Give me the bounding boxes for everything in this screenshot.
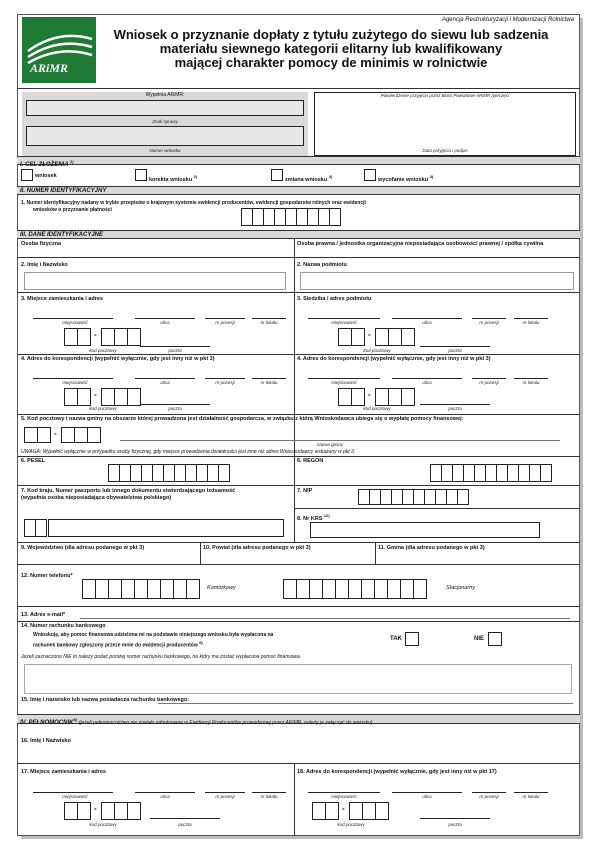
divider — [17, 485, 580, 486]
option-label-3: zmiana wniosku $^{3)}$ — [285, 174, 333, 183]
section-3-head: III. DANE IDENTYFIKACYJNE — [17, 230, 580, 239]
bank-note: Jeżeli zaznaczono NIE to należy podać poniżej numer rachunku bankowego, na który ma zostać wypłacona pomoc finansowa. — [21, 654, 302, 660]
rc-house-line[interactable] — [472, 378, 506, 379]
r-postcode-sub: kod pocztowy — [363, 348, 391, 353]
divider — [17, 606, 580, 607]
f5-dash: - — [54, 429, 57, 438]
field-lines-icon — [22, 17, 96, 67]
nip-cells[interactable] — [358, 489, 468, 505]
p-city-line[interactable] — [33, 792, 113, 793]
c-post-sub: poczta — [168, 406, 182, 411]
p-post-line[interactable] — [150, 818, 220, 819]
c-flat-sub: nr lokalu — [260, 380, 278, 385]
rc-city-line[interactable] — [308, 378, 380, 379]
rc-postcode-cells-b[interactable] — [375, 388, 414, 406]
natural-person-label: Osoba fizyczna — [21, 241, 62, 247]
house-line[interactable] — [205, 318, 245, 319]
postcode-dash: - — [94, 330, 97, 339]
receipt-box — [314, 92, 576, 156]
rc-postcode-dash: - — [368, 390, 371, 399]
regon-label: 6. REGON — [297, 458, 324, 464]
r-postcode-dash: - — [368, 330, 371, 339]
field-4r-label: 4. Adres do korespondencji (wypełnić wyłącznie, gdy jest inny niż w pkt 3) — [297, 356, 491, 362]
divider — [17, 414, 580, 415]
proxy-corr-label: 18. Adres do korespondencji (wypełnić wyłącznie, gdy jest inny niż w pkt 17) — [297, 769, 497, 775]
c-postcode-dash: - — [94, 390, 97, 399]
pc-city-line[interactable] — [308, 792, 380, 793]
field-2r-label: 2. Nazwa podmiotu — [297, 262, 347, 268]
column-divider — [294, 763, 295, 836]
section-1-sup: 1) — [70, 159, 74, 164]
divider — [17, 456, 580, 457]
agency-name: Agencja Restrukturyzacji i Modernizacji Rolnictwa — [441, 17, 574, 23]
c-postcode-cells-a[interactable] — [64, 388, 90, 406]
p-house-sub: nr posesji — [215, 794, 235, 799]
office-fill-label: Wypełnia ARiMR: — [145, 92, 185, 98]
option-label-1: wniosek — [35, 173, 57, 179]
pc-street-sub: ulica — [422, 794, 432, 799]
section-1-head — [17, 156, 580, 168]
section-4-head: IV. PEŁNOMOCNIK$^{6)}$ (jeżeli pełnomocnictwo nie zostało odnotowane w Ewidencji Producentów prowadzonej przez ARiMR, należy je załączyć do wniosku) — [17, 714, 580, 724]
r-post-sub: poczta — [448, 348, 462, 353]
email-line[interactable] — [80, 618, 570, 619]
city-sub: miejscowość — [62, 320, 88, 325]
nip-label: 7. NIP — [297, 488, 313, 494]
rc-postcode-cells-a[interactable] — [338, 388, 364, 406]
rc-flat-line[interactable] — [514, 378, 548, 379]
pc-flat-sub: nr lokalu — [522, 794, 540, 799]
p-post-sub: poczta — [178, 822, 192, 827]
postcode-cells-a[interactable] — [64, 328, 90, 346]
field-4-label: 4. Adres do korespondencji (wypełnić wyłącznie, gdy jest inny niż w pkt 3) — [21, 356, 215, 362]
column-divider — [294, 239, 295, 543]
option-checkbox-3[interactable] — [271, 169, 283, 181]
p-street-sub: ulica — [160, 794, 170, 799]
flat-sub: nr lokalu — [260, 320, 278, 325]
p-postcode-cells-a[interactable] — [64, 802, 90, 820]
pc-postcode-sub: kod pocztowy — [337, 822, 365, 827]
divider — [17, 621, 580, 622]
field-2-label: 2. Imię i Nazwisko — [21, 262, 68, 268]
f5-postcode-cells-b[interactable] — [61, 427, 100, 443]
divider — [17, 292, 580, 293]
pc-postcode-dash: - — [342, 804, 345, 813]
krs-input[interactable] — [310, 522, 540, 538]
mobile-label: Komórkowy — [207, 585, 236, 591]
case-mark-label: Znak sprawy — [152, 119, 178, 124]
option-label-2: korekta wniosku $^{2)}$ — [149, 174, 198, 183]
c-street-line[interactable] — [135, 378, 195, 379]
regon-cells[interactable] — [430, 464, 551, 482]
divider — [375, 542, 376, 564]
c-post-line[interactable] — [140, 404, 210, 405]
title-line-1: Wniosek o przyznanie dopłaty z tytułu zużytego do siewu lub sadzenia — [113, 27, 549, 42]
rc-house-sub: nr posesji — [479, 380, 499, 385]
field-7-label: 7. Kod kraju. Numer paszportu lub innego dokumentu stwierdzającego tożsamość (wypełnia osoba nieposiadająca obywatelstwa polskiego) — [21, 488, 236, 501]
rc-flat-sub: nr lokalu — [522, 380, 540, 385]
p-flat-sub: nr lokalu — [260, 794, 278, 799]
uwaga-note: UWAGA: Wypełnić wyłącznie w przypadku osoby fizycznej, gdy miejsce prowadzenia działalności jest inne niż adres Wnioskodawcy wskazany w pkt 3. — [21, 449, 356, 455]
post-sub: poczta — [168, 348, 182, 353]
page-shadow-bottom — [21, 836, 583, 839]
c-house-sub: nr posesji — [215, 380, 235, 385]
no-checkbox[interactable] — [488, 632, 502, 646]
bank-label: 14. Numer rachunku bankowego — [21, 623, 106, 629]
commune-sub: nazwa gminy — [316, 442, 344, 447]
mobile-cells[interactable] — [82, 579, 199, 599]
c-postcode-cells-b[interactable] — [101, 388, 140, 406]
proxy-address-label: 17. Miejsce zamieszkania i adres — [21, 769, 106, 775]
no-label: NIE — [474, 636, 485, 642]
r-flat-line[interactable] — [514, 318, 548, 319]
p-postcode-dash: - — [94, 804, 97, 813]
email-label: 13. Adres e-mail* — [21, 612, 66, 618]
form-title — [96, 28, 566, 70]
yes-label: TAK — [390, 636, 402, 642]
divider — [17, 763, 580, 764]
section-2-head: II. NUMER IDENTYFIKACYJNY — [17, 186, 580, 195]
pc-city-sub: miejscowość — [331, 794, 357, 799]
divider — [17, 354, 580, 355]
pc-postcode-cells-a[interactable] — [312, 802, 338, 820]
legal-entity-label: Osoba prawna / jednostka organizacyjna nieposiadająca osobowości prawnej / spółka cywilna — [297, 241, 544, 247]
rc-post-line[interactable] — [420, 404, 490, 405]
name-input[interactable] — [24, 272, 286, 290]
option-checkbox-2[interactable] — [135, 169, 147, 181]
postcode-cells-b[interactable] — [101, 328, 140, 346]
p-street-line[interactable] — [135, 792, 195, 793]
office-field-1 — [26, 100, 304, 116]
pc-post-sub: poczta — [448, 822, 462, 827]
r-street-sub: ulica — [422, 320, 432, 325]
holder-label: 15. Imię i nazwisko lub nazwa posiadacza rachunku bankowego: — [21, 697, 190, 703]
title-line-3: mającej charakter pomocy de minimis w rolnictwie — [174, 55, 488, 70]
pesel-cells[interactable] — [108, 464, 229, 482]
option-checkbox-4[interactable] — [364, 169, 376, 181]
app-number-label: Numer wniosku — [149, 148, 181, 153]
divider — [17, 257, 580, 258]
p-city-sub: miejscowość — [62, 794, 88, 799]
yes-checkbox[interactable] — [405, 632, 419, 646]
p-postcode-sub: kod pocztowy — [89, 822, 117, 827]
field-3-label: 3. Miejsce zamieszkania i adres — [21, 296, 103, 302]
r-flat-sub: nr lokalu — [522, 320, 540, 325]
pc-street-line[interactable] — [392, 792, 462, 793]
divider — [294, 508, 580, 509]
street-line[interactable] — [135, 318, 195, 319]
bank-text: Wnioskuję, aby pomoc finansowa udzielona mi na podstawie niniejszego wniosku była wypłacona na rachunek bankowy zgłoszony przeze mnie do ewidencji producentów $^{5)}$ — [33, 632, 274, 649]
holder-line[interactable] — [158, 703, 573, 704]
r-street-line[interactable] — [392, 318, 462, 319]
pc-house-line[interactable] — [472, 792, 506, 793]
id-number-label: 1. Numer identyfikacyjny nadany w trybie przepisów o krajowym systemie ewidencji producentów, ewidencji gospodarstw rolnych oraz ewidencji wniosków o przyznanie płatności — [21, 200, 366, 213]
option-label-4: wycofanie wniosku $^{4)}$ — [378, 174, 434, 183]
krs-label: 8. Nr KRS $^{12)}$ — [297, 513, 330, 522]
landline-cells[interactable] — [283, 579, 426, 599]
r-post-line[interactable] — [420, 346, 490, 347]
rc-postcode-sub: kod pocztowy — [363, 406, 391, 411]
option-checkbox-1[interactable] — [21, 169, 33, 181]
c-city-line[interactable] — [33, 378, 113, 379]
field-5-label: 5. Kod pocztowy i nazwa gminy na obszarze której prowadzona jest działalność gospodarcza, w związku z którą Wnioskodawca ubiega się o wypłatę pomocy finansowej: — [21, 416, 464, 422]
pc-flat-line[interactable] — [514, 792, 548, 793]
field-3r-label: 3. Siedziba i adres podmiotu — [297, 296, 372, 302]
commune-label: 11. Gmina (dla adresu podanego w pkt 3) — [378, 545, 485, 551]
house-sub: nr posesji — [215, 320, 235, 325]
street-sub: ulica — [160, 320, 170, 325]
country-code-cells[interactable] — [24, 519, 46, 537]
p-postcode-cells-b[interactable] — [101, 802, 140, 820]
city-line[interactable] — [33, 318, 113, 319]
divider — [17, 88, 580, 89]
id-number-cells[interactable] — [241, 208, 340, 226]
pc-postcode-cells-b[interactable] — [349, 802, 388, 820]
f5-postcode-cells-a[interactable] — [24, 427, 50, 443]
receipt-date-label: Data przyjęcia i podpis — [422, 148, 468, 153]
flat-line[interactable] — [252, 318, 286, 319]
r-house-line[interactable] — [472, 318, 506, 319]
r-city-line[interactable] — [308, 318, 380, 319]
c-postcode-sub: kod pocztowy — [89, 406, 117, 411]
r-city-sub: miejscowość — [331, 320, 357, 325]
divider — [17, 564, 580, 565]
rc-post-sub: poczta — [448, 406, 462, 411]
landline-label: Stacjonarny — [446, 585, 476, 591]
rc-city-sub: miejscowość — [331, 380, 357, 385]
passport-input[interactable] — [48, 519, 284, 537]
p-house-line[interactable] — [205, 792, 245, 793]
p-flat-line[interactable] — [252, 792, 286, 793]
c-flat-line[interactable] — [252, 378, 286, 379]
r-postcode-cells-b[interactable] — [375, 328, 414, 346]
logo-text: ARiMR — [30, 61, 69, 75]
section-1-title: I. CEL ZŁOŻENIA — [20, 162, 69, 168]
bank-account-input[interactable] — [24, 664, 572, 694]
c-city-sub: miejscowość — [62, 380, 88, 385]
postcode-sub: kod pocztowy — [89, 348, 117, 353]
rc-street-line[interactable] — [392, 378, 462, 379]
voivodeship-label: 9. Województwo (dla adresu podanego w pkt 3) — [21, 545, 145, 551]
commune-line[interactable] — [120, 440, 560, 441]
c-street-sub: ulica — [160, 380, 170, 385]
rc-street-sub: ulica — [422, 380, 432, 385]
divider — [200, 542, 201, 564]
pesel-label: 6. PESEL — [21, 458, 46, 464]
pc-house-sub: nr posesji — [479, 794, 499, 799]
r-house-sub: nr posesji — [479, 320, 499, 325]
page-shadow-right — [580, 18, 583, 838]
c-house-line[interactable] — [205, 378, 245, 379]
entity-name-input[interactable] — [300, 272, 574, 290]
title-line-2: materiału siewnego kategorii elitarny lub kwalifikowany — [159, 41, 503, 56]
phone-label: 12. Numer telefonu* — [21, 573, 73, 579]
pc-post-line[interactable] — [420, 818, 490, 819]
r-postcode-cells-a[interactable] — [338, 328, 364, 346]
proxy-name-label: 16. Imię i Nazwisko — [21, 738, 71, 744]
receipt-confirm-label: Potwierdzenie przyjęcia przez Biuro Powiatowe ARiMR /pieczęć/ — [380, 93, 510, 98]
county-label: 10. Powiat (dla adresu podanego w pkt 3) — [203, 545, 311, 551]
post-line[interactable] — [140, 346, 210, 347]
app-number-field — [26, 126, 304, 146]
divider — [17, 542, 580, 543]
